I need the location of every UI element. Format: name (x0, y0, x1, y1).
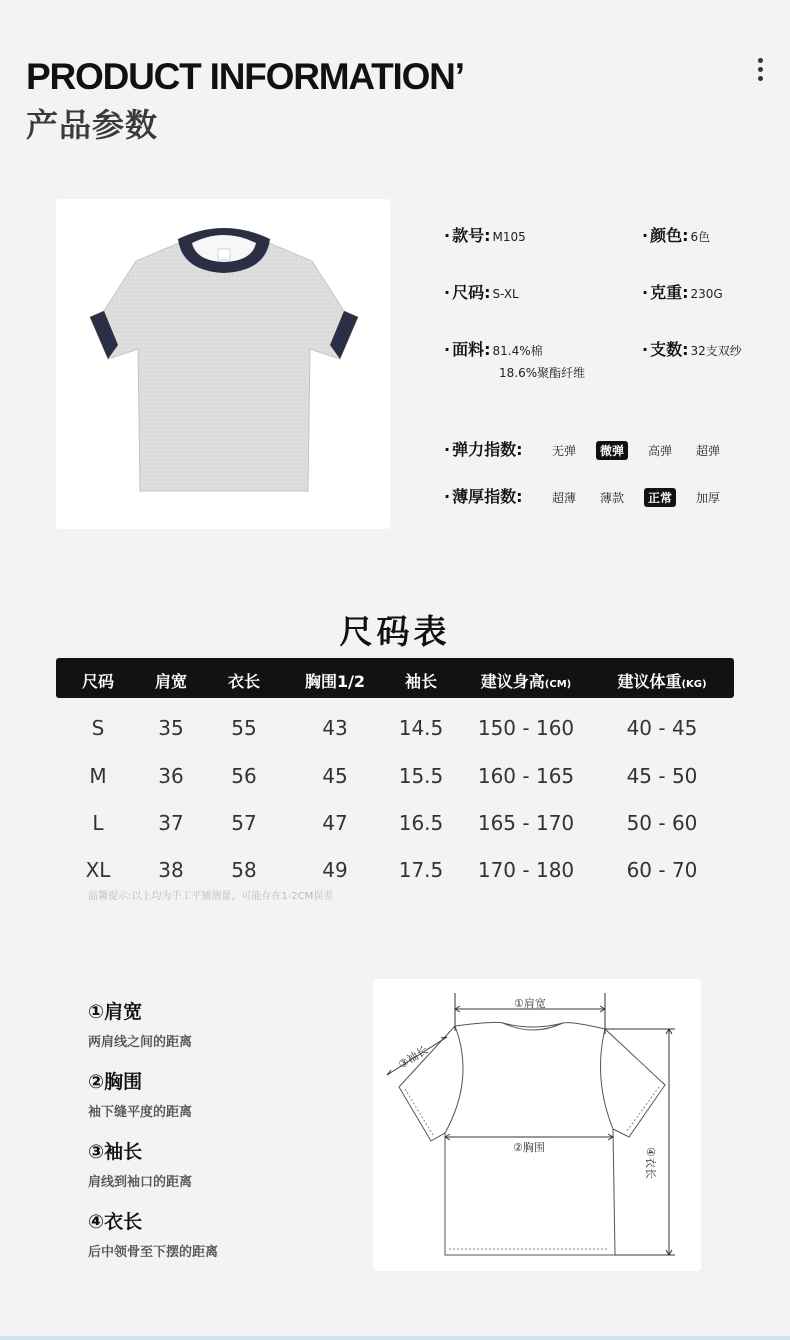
spec-fabric-key: · 面料: (444, 340, 490, 359)
elasticity-scale (444, 437, 740, 460)
table-cell: 15.5 (398, 764, 444, 788)
spec-color (642, 223, 710, 246)
spec-size (444, 280, 519, 303)
spec-model (444, 223, 526, 246)
tshirt-illustration (56, 199, 390, 529)
table-cell: S (91, 716, 105, 740)
table-cell: 49 (322, 858, 348, 882)
legend-title: ④衣长 (88, 1211, 143, 1233)
legend-desc: 袖下缝平度的距离 (88, 1105, 193, 1120)
spec-weight (642, 280, 723, 303)
spec-model-key: · 款号: (444, 226, 490, 245)
thickness-option: 加厚 (696, 491, 721, 505)
elasticity-option: 微弹 (596, 441, 628, 460)
diagram-label-shoulder: ①肩宽 (514, 997, 546, 1010)
legend-desc: 后中领骨至下摆的距离 (88, 1245, 219, 1260)
table-cell: 35 (158, 716, 184, 740)
legend-title: ①肩宽 (88, 1001, 143, 1023)
table-cell: 45 (322, 764, 348, 788)
table-cell: 55 (231, 716, 257, 740)
table-cell: 165 - 170 (477, 811, 575, 835)
legend-length (88, 1207, 218, 1260)
legend-sleeve (88, 1137, 192, 1190)
table-cell: 45 - 50 (626, 764, 698, 788)
legend-shoulder (88, 997, 192, 1050)
bottom-divider (0, 1336, 790, 1340)
elasticity-option: 高弹 (648, 444, 673, 458)
spec-fabric (444, 337, 585, 381)
elasticity-option: 无弹 (552, 444, 577, 458)
table-cell: 60 - 70 (626, 858, 698, 882)
legend-chest (88, 1067, 192, 1120)
spec-yarn-count (642, 337, 742, 360)
product-image (56, 199, 390, 529)
diagram-label-sleeve: ③袖长 (396, 1043, 431, 1072)
tshirt-outline-diagram (373, 979, 701, 1271)
diagram-label-chest: ②胸围 (513, 1141, 545, 1154)
table-cell: 150 - 160 (477, 716, 575, 740)
table-cell: 57 (231, 811, 257, 835)
thickness-scale (444, 484, 740, 507)
spec-fabric-value-1: 81.4%棉 (492, 344, 543, 358)
table-cell: 56 (231, 764, 257, 788)
size-table-title: 尺码表 (339, 612, 451, 651)
elasticity-option: 超弹 (696, 444, 721, 458)
header-cell: 尺码 (81, 672, 115, 691)
header-cell: 胸围1/2 (304, 672, 366, 691)
thickness-label: · 薄厚指数: (444, 484, 548, 507)
table-cell: 40 - 45 (626, 716, 698, 740)
table-cell: 36 (158, 764, 184, 788)
size-table-header (56, 658, 734, 698)
legend-title: ③袖长 (88, 1141, 143, 1163)
measurement-diagram (373, 979, 701, 1271)
table-cell: 17.5 (398, 858, 444, 882)
thickness-option: 超薄 (552, 491, 577, 505)
spec-weight-value: 230G (690, 287, 723, 301)
spec-size-key: · 尺码: (444, 283, 490, 302)
page-title-cn: 产品参数 (26, 106, 159, 144)
table-cell: 14.5 (398, 716, 444, 740)
legend-title: ②胸围 (88, 1071, 143, 1093)
table-cell: 58 (231, 858, 257, 882)
table-cell: 47 (322, 811, 348, 835)
table-cell: 38 (158, 858, 184, 882)
elasticity-label: · 弹力指数: (444, 437, 548, 460)
spec-fabric-value-2: 18.6%聚酯纤维 (499, 366, 586, 380)
spec-weight-key: · 克重: (642, 283, 688, 302)
table-cell: 43 (322, 716, 348, 740)
diagram-label-length: ④衣长 (644, 1147, 657, 1179)
spec-yarn-count-key: · 支数: (642, 340, 688, 359)
legend-desc: 两肩线之间的距离 (88, 1035, 193, 1050)
header-cell: 肩宽 (154, 672, 188, 691)
header-cell: 建议体重(KG) (617, 672, 707, 691)
table-cell: M (89, 764, 107, 788)
size-table-note: 温馨提示:以上均为手工平铺测量，可能存在1-2CM误差 (88, 891, 334, 902)
table-cell: XL (85, 858, 111, 882)
table-cell: 50 - 60 (626, 811, 698, 835)
table-cell: 170 - 180 (477, 858, 575, 882)
thickness-option: 正常 (644, 488, 676, 507)
table-cell: 37 (158, 811, 184, 835)
table-cell: 160 - 165 (477, 764, 575, 788)
header-cell: 建议身高(CM) (480, 672, 572, 691)
table-cell: L (92, 811, 104, 835)
header-cell: 衣长 (227, 672, 261, 691)
spec-model-value: M105 (492, 230, 526, 244)
header-cell: 袖长 (404, 672, 438, 691)
legend-desc: 肩线到袖口的距离 (88, 1175, 193, 1190)
more-menu-icon[interactable] (754, 58, 766, 84)
spec-color-key: · 颜色: (642, 226, 688, 245)
table-cell: 16.5 (398, 811, 444, 835)
spec-size-value: S-XL (492, 287, 519, 301)
spec-yarn-count-value: 32支双纱 (690, 344, 742, 358)
thickness-option: 薄款 (600, 491, 625, 505)
page-title-en: PRODUCT INFORMATION’ (26, 56, 464, 97)
spec-color-value: 6色 (690, 230, 711, 244)
